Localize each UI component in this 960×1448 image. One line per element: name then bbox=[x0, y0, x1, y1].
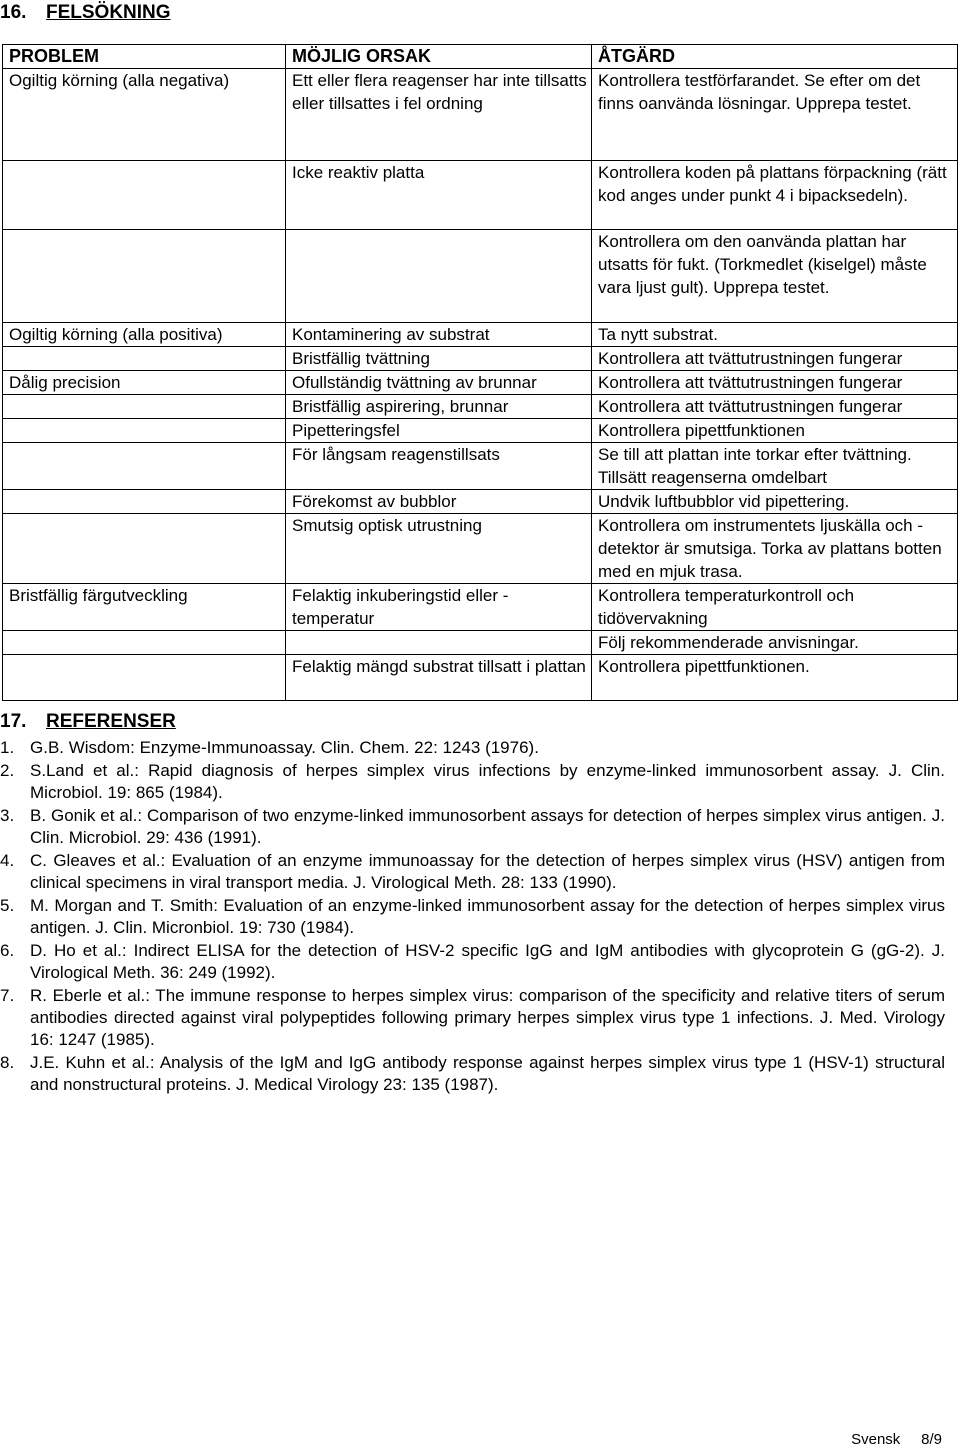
reference-text: D. Ho et al.: Indirect ELISA for the detection of HSV-2 specific IgG and IgM antibodies with glycoprotein G (gG-2). J. Virological Meth. 36: 249 (1992). bbox=[30, 941, 945, 982]
problem-cell bbox=[3, 230, 286, 323]
action-cell: Kontrollera att tvättutrustningen fungerar bbox=[592, 371, 958, 395]
problem-cell bbox=[3, 419, 286, 443]
reference-item bbox=[0, 1052, 945, 1096]
reference-item bbox=[0, 805, 945, 849]
table-header-row bbox=[3, 45, 958, 69]
problem-cell bbox=[3, 655, 286, 701]
table-row bbox=[3, 584, 958, 631]
cause-cell: För långsam reagenstillsats bbox=[286, 443, 592, 490]
header-problem: PROBLEM bbox=[3, 45, 286, 69]
cause-cell bbox=[286, 230, 592, 323]
footer-language: Svensk bbox=[851, 1431, 901, 1448]
troubleshooting-table bbox=[2, 44, 958, 701]
reference-text: R. Eberle et al.: The immune response to herpes simplex virus: comparison of the specificity and relative titers of serum antibodies directed against viral polypeptides following primary herpes simplex virus type 1 infections. J. Med. Virology 16: 1247 (1985). bbox=[30, 986, 945, 1049]
header-cause: MÖJLIG ORSAK bbox=[286, 45, 592, 69]
section-title: REFERENSER bbox=[46, 711, 176, 732]
reference-number: 7. bbox=[0, 986, 15, 1005]
problem-cell bbox=[3, 161, 286, 230]
reference-text: S.Land et al.: Rapid diagnosis of herpes simplex virus infections by enzyme-linked immunosorbent assay. J. Clin. Microbiol. 19: 865 (1984). bbox=[30, 761, 945, 802]
reference-item bbox=[0, 850, 945, 894]
action-cell: Ta nytt substrat. bbox=[592, 323, 958, 347]
reference-item bbox=[0, 895, 945, 939]
action-cell: Kontrollera att tvättutrustningen fungerar bbox=[592, 395, 958, 419]
problem-cell bbox=[3, 631, 286, 655]
section-heading-referenser bbox=[0, 711, 176, 733]
table-row bbox=[3, 631, 958, 655]
table-row bbox=[3, 161, 958, 230]
action-cell: Följ rekommenderade anvisningar. bbox=[592, 631, 958, 655]
header-action: ÅTGÄRD bbox=[592, 45, 958, 69]
cause-cell: Ofullständig tvättning av brunnar bbox=[286, 371, 592, 395]
action-cell: Kontrollera pipettfunktionen bbox=[592, 419, 958, 443]
cause-cell: Förekomst av bubblor bbox=[286, 490, 592, 514]
reference-item bbox=[0, 760, 945, 804]
reference-number: 6. bbox=[0, 941, 15, 960]
cause-cell: Ett eller flera reagenser har inte tillsatts eller tillsattes i fel ordning bbox=[286, 69, 592, 161]
reference-number: 8. bbox=[0, 1053, 15, 1072]
table-row bbox=[3, 230, 958, 323]
reference-item bbox=[0, 737, 945, 759]
table-row bbox=[3, 69, 958, 161]
reference-text: C. Gleaves et al.: Evaluation of an enzyme immunoassay for the detection of herpes simplex virus (HSV) antigen from clinical specimens in viral transport media. J. Virological Meth. 28: 133 (1990). bbox=[30, 851, 945, 892]
reference-list bbox=[0, 737, 945, 1097]
action-cell: Kontrollera om instrumentets ljuskälla och -detektor är smutsiga. Torka av plattans botten med en mjuk trasa. bbox=[592, 514, 958, 584]
page-footer bbox=[851, 1431, 942, 1448]
reference-text: B. Gonik et al.: Comparison of two enzyme-linked immunosorbent assays for detection of herpes simplex virus antigen. J. Clin. Microbiol. 29: 436 (1991). bbox=[30, 806, 945, 847]
table-row bbox=[3, 395, 958, 419]
cause-cell: Icke reaktiv platta bbox=[286, 161, 592, 230]
problem-cell bbox=[3, 514, 286, 584]
cause-cell: Felaktig inkuberingstid eller - temperatur bbox=[286, 584, 592, 631]
problem-cell bbox=[3, 490, 286, 514]
reference-text: J.E. Kuhn et al.: Analysis of the IgM and IgG antibody response against herpes simplex virus type 1 (HSV-1) structural and nonstructural proteins. J. Medical Virology 23: 135 (1987). bbox=[30, 1053, 945, 1094]
section-title: FELSÖKNING bbox=[46, 2, 171, 23]
cause-cell bbox=[286, 631, 592, 655]
reference-number: 4. bbox=[0, 851, 15, 870]
action-cell: Kontrollera koden på plattans förpackning (rätt kod anges under punkt 4 i bipacksedeln). bbox=[592, 161, 958, 230]
reference-number: 3. bbox=[0, 806, 15, 825]
cause-cell: Felaktig mängd substrat tillsatt i plattan bbox=[286, 655, 592, 701]
reference-item bbox=[0, 985, 945, 1051]
section-number: 16. bbox=[0, 2, 27, 23]
cause-cell: Bristfällig aspirering, brunnar bbox=[286, 395, 592, 419]
section-heading-felsokning bbox=[0, 2, 171, 24]
table-row bbox=[3, 443, 958, 490]
table-row bbox=[3, 655, 958, 701]
reference-number: 5. bbox=[0, 896, 15, 915]
action-cell: Se till att plattan inte torkar efter tvättning. Tillsätt reagenserna omdelbart bbox=[592, 443, 958, 490]
action-cell: Kontrollera pipettfunktionen. bbox=[592, 655, 958, 701]
table-row bbox=[3, 490, 958, 514]
action-cell: Kontrollera temperaturkontroll och tidövervakning bbox=[592, 584, 958, 631]
cause-cell: Smutsig optisk utrustning bbox=[286, 514, 592, 584]
cause-cell: Pipetteringsfel bbox=[286, 419, 592, 443]
problem-cell bbox=[3, 443, 286, 490]
action-cell: Kontrollera testförfarandet. Se efter om det finns oanvända lösningar. Upprepa testet. bbox=[592, 69, 958, 161]
problem-cell: Bristfällig färgutveckling bbox=[3, 584, 286, 631]
reference-number: 2. bbox=[0, 761, 15, 780]
table-row bbox=[3, 514, 958, 584]
problem-cell bbox=[3, 347, 286, 371]
section-number: 17. bbox=[0, 711, 27, 732]
reference-number: 1. bbox=[0, 738, 15, 757]
table-row bbox=[3, 323, 958, 347]
table-row bbox=[3, 347, 958, 371]
page-number: 8/9 bbox=[921, 1431, 942, 1448]
cause-cell: Kontaminering av substrat bbox=[286, 323, 592, 347]
reference-text: M. Morgan and T. Smith: Evaluation of an enzyme-linked immunosorbent assay for the detection of herpes simplex virus antigen. J. Clin. Micronbiol. 19: 730 (1984). bbox=[30, 896, 945, 937]
cause-cell: Bristfällig tvättning bbox=[286, 347, 592, 371]
problem-cell: Ogiltig körning (alla positiva) bbox=[3, 323, 286, 347]
problem-cell bbox=[3, 395, 286, 419]
reference-text: G.B. Wisdom: Enzyme-Immunoassay. Clin. Chem. 22: 1243 (1976). bbox=[30, 738, 539, 757]
action-cell: Kontrollera att tvättutrustningen fungerar bbox=[592, 347, 958, 371]
table-row bbox=[3, 371, 958, 395]
problem-cell: Ogiltig körning (alla negativa) bbox=[3, 69, 286, 161]
action-cell: Kontrollera om den oanvända plattan har utsatts för fukt. (Torkmedlet (kiselgel) måste vara ljust gult). Upprepa testet. bbox=[592, 230, 958, 323]
action-cell: Undvik luftbubblor vid pipettering. bbox=[592, 490, 958, 514]
table-row bbox=[3, 419, 958, 443]
problem-cell: Dålig precision bbox=[3, 371, 286, 395]
reference-item bbox=[0, 940, 945, 984]
